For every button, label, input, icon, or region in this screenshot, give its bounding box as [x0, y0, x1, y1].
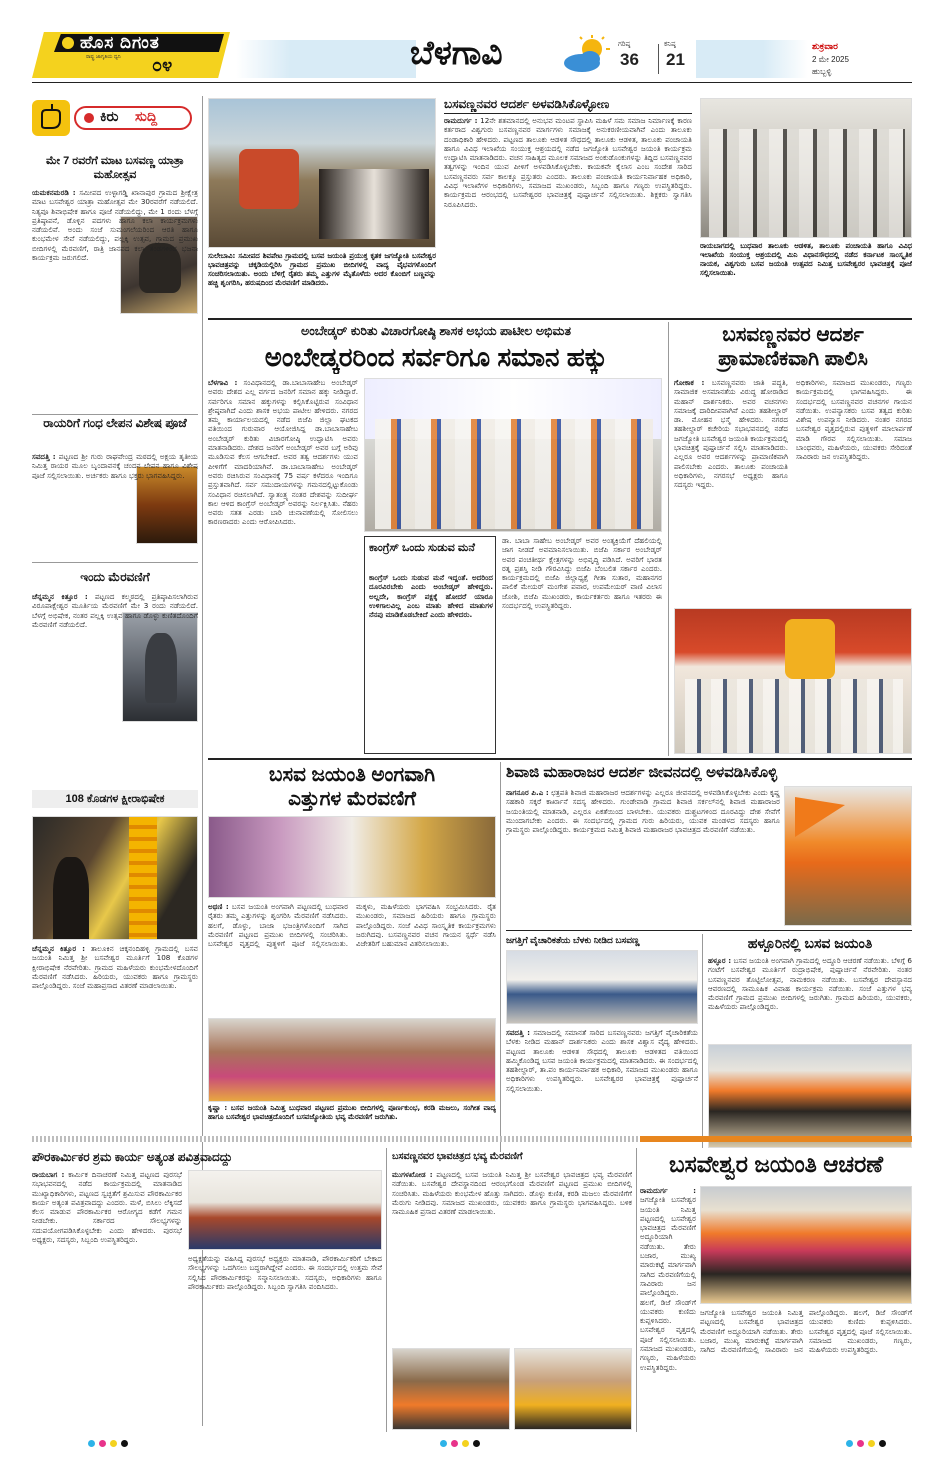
divider	[444, 113, 692, 114]
story1-text: ಸಮೀಪದ ಉಳ್ಳಾಗಡ್ಡಿ ಖಾನಾಪುರ ಗ್ರಾಮದ ಶ್ರೀಕ್ಷೇತ್ರ ಮಾಟ ಬಸವೇಶ್ವರ ಯಾತ್ರಾ ಮಹೋತ್ಸವ ಮೇ 30ರವರೆಗೆ ನಡೆಯಲಿದೆ. ನಿತ್ಯವೂ ಶಿವಾಭಿಷೇಕ ಹಾಗೂ ಪೂಜೆ ನಡೆಯಲಿದ್ದು, ಮೇ 1 ರಂದು ಬೆಳಗ್ಗೆ ಪ್ರತಿಷ್ಠಾಪನೆ, ಡೊಳ್ಳಿನ ಪದಗಳು ಹಾಗೂ ಕಲಾ ಕಾರ್ಯಕ್ರಮಗಳು ನಡೆಯಲಿವೆ. ಅಂದು ಸಂಜೆ ಸುಮಂಗಲೆಯರಿಂದ ಆರತಿ ಹಾಗೂ ಕುಂಭಮೇಳ ಸೇವೆ ನಡೆಯಲಿದ್ದು, ಪಲ್ಲಕ್ಕಿ ಉತ್ಸವ, ಗ್ರಾಮದ ಪ್ರಮುಖ ಬೀದಿಗಳಲ್ಲಿ ಮೆರವಣಿಗೆ, ರಾತ್ರಿ ಜಾನಪದ ಕಲಾ ತಂಡಗಳಿಂದ ಭಜನಾ ಕಾರ್ಯಕ್ರಮ ಜರುಗಲಿದೆ.	[32, 188, 198, 263]
a7-place: ಹಳ್ಳೂರ :	[708, 956, 732, 965]
a5-body	[506, 788, 780, 926]
a1-title: ಬಸವಣ್ಣನವರ ಆದರ್ಶ ಅಳವಡಿಸಿಕೊಳ್ಳೋಣ	[444, 97, 610, 111]
story2-place: ಸವದತ್ತಿ :	[32, 452, 56, 461]
kirusuddi-story2-title: ರಾಯರಿಗೆ ಗಂಧ ಲೇಪನ ವಿಶೇಷ ಪೂಜೆ	[43, 416, 187, 430]
dot-cyan	[88, 1440, 95, 1447]
a10-body	[640, 1186, 696, 1432]
section-rule	[208, 318, 912, 320]
dot-yellow	[868, 1440, 875, 1447]
a2-body-left	[208, 378, 358, 754]
hand-icon	[32, 100, 70, 136]
dot-cyan	[846, 1440, 853, 1447]
portrait-garland	[785, 619, 835, 679]
kirusuddi-label-a: ಕಿರು	[100, 108, 119, 124]
a9-place: ಮುಗಳಖೋಡ :	[392, 1170, 433, 1179]
registration-dots	[846, 1440, 886, 1447]
rayabag-photo	[700, 98, 912, 238]
a2-body-right: ಡಾ. ಬಾಬಾ ಸಾಹೇಬ ಅಂಬೇಡ್ಕರ್ ಅವರ ಅಂತ್ಯಕ್ರಿಯೆಗೆ ದೆಹಲಿಯಲ್ಲಿ ಜಾಗ ನೀಡದೆ ಅವಮಾನಿಸಲಾಯಿತು. ಬಿಜೆಪಿ ಸರ್ಕಾರ ಅಂಬೇಡ್ಕರ್ ಅವರ ಪಂಚತೀರ್ಥ ಕ್ಷೇತ್ರಗಳನ್ನು ಅಭಿವೃದ್ಧಿ ಪಡಿಸಿದೆ. ಅವರಿಗೆ ಭಾರತ ರತ್ನ ಪ್ರಶಸ್ತಿ ನೀಡಿ ಗೌರವಿಸಿದ್ದು ಬಿಜೆಪಿ ಬೆಂಬಲಿತ ಸರ್ಕಾರ ಎಂದರು. ಕಾರ್ಯಕ್ರಮದಲ್ಲಿ ಬಿಜೆಪಿ ಜಿಲ್ಲಾಧ್ಯಕ್ಷೆ ಗೀತಾ ಸುತಾರ, ಮಹಾನಗರ ಪಾಲಿಕೆ ಮೇಯರ್ ಮಂಗೇಶ ಪವಾರ, ಉಪಮೇಯರ್ ವಾಣಿ ವಿಲಾಸ ಜೋಶಿ, ಬಿಜೆಪಿ ಮುಖಂಡರು, ಕಾರ್ಯಕರ್ತರು ಹಾಗೂ ಇತರರು ಈ ಸಂದರ್ಭದಲ್ಲಿ ಉಪಸ್ಥಿತರಿದ್ದರು.	[502, 536, 662, 611]
kumbh-caption: ಕೃಷ್ಣಾ : ಬಸವ ಜಯಂತಿ ನಿಮಿತ್ತ ಬುಧವಾರ ಪಟ್ಟಣದ ಪ್ರಮುಖ ಬೀದಿಗಳಲ್ಲಿ ಪೂರ್ಣಕುಂಭ, ಕರಡಿ ಮಜಲು, ಸಂಗೀತ ವಾದ್ಯ ಹಾಗೂ ಬಸವೇಶ್ವರ ಭಾವಚಿತ್ರದೊಂದಿಗೆ ಬಸವಜ್ಯೋತಿಯ ಭವ್ಯ ಮೆರವಣಿಗೆ ಜರುಗಿತು.	[208, 1104, 496, 1121]
kirusuddi-story2-body	[32, 452, 198, 556]
bottom-section-accent	[640, 1136, 912, 1142]
column-divider	[386, 1148, 387, 1432]
a4-title-line1: ಬಸವ ಜಯಂತಿ ಅಂಗವಾಗಿ	[268, 764, 436, 786]
page-number: ೦೪	[152, 55, 173, 75]
masthead-day: ಶುಕ್ರವಾರ	[812, 41, 838, 51]
abhisheka-photo	[32, 816, 198, 940]
min-temp-label: ಕನಿಷ್ಠ	[664, 41, 676, 48]
dot-magenta	[857, 1440, 864, 1447]
a6-place: ಸವದತ್ತಿ :	[506, 1028, 530, 1037]
column-divider	[702, 934, 703, 1148]
workers-felicitation-photo	[188, 1170, 382, 1250]
dignitaries-group	[375, 419, 653, 529]
badge-dot	[84, 113, 94, 123]
mugalkhod-photo-2	[514, 1348, 632, 1430]
marigold-garland	[129, 817, 157, 940]
masthead-blue-band	[236, 40, 416, 78]
story3-place: ಚೆನ್ನಮ್ಮನ ಕಿತ್ತೂರ :	[32, 592, 88, 601]
a6-text: ಸಮಾಜದಲ್ಲಿ ಸಮಾನತೆ ಸಾರಿದ ಬಸವಣ್ಣನವರು ಜಗತ್ತಿಗೆ ವೈಚಾರಿಕತೆಯ ಬೆಳಕು ನೀಡಿದ ಮಹಾನ್ ದಾರ್ಶನಿಕರು ಎಂದು ಶಾಸಕ ವಿಶ್ವಾಸ ವೈದ್ಯ ಹೇಳಿದರು. ಪಟ್ಟಣದ ತಾಲೂಕು ಆಡಳಿತ ಸೌಧದಲ್ಲಿ ತಾಲೂಕು ಆಡಳಿತದ ವತಿಯಿಂದ ಹಮ್ಮಿಕೊಂಡಿದ್ದ ಬಸವ ಜಯಂತಿ ಕಾರ್ಯಕ್ರಮದಲ್ಲಿ ಮಾತನಾಡಿದರು. ಈ ಸಂದರ್ಭದಲ್ಲಿ ತಹಶೀಲ್ದಾರ್, ತಾ.ಪಂ ಕಾರ್ಯನಿರ್ವಾಹಕ ಅಧಿಕಾರಿ, ಸಮಾಜದ ಮುಖಂಡರು ಹಾಗೂ ಅಧಿಕಾರಿಗಳು ಉಪಸ್ಥಿತರಿದ್ದರು. ಬಸವೇಶ್ವರರ ಭಾವಚಿತ್ರಕ್ಕೆ ಪುಷ್ಪಾರ್ಚನೆ ಸಲ್ಲಿಸಲಾಯಿತು.	[506, 1028, 698, 1093]
a10-place: ರಾಮದುರ್ಗ :	[640, 1186, 696, 1195]
a6-body	[506, 1028, 698, 1148]
a8-place: ರಾಯಬಾಗ :	[32, 1170, 65, 1179]
shivaji-portrait-photo	[784, 786, 912, 926]
rayabag-caption: ರಾಯಬಾಗದಲ್ಲಿ ಬುಧವಾರ ತಾಲೂಕು ಆಡಳಿತ, ತಾಲೂಕು ಪಂಚಾಯತಿ ಹಾಗೂ ವಿವಿಧ ಇಲಾಖೆಯ ಸಂಯುಕ್ತ ಆಶ್ರಯದಲ್ಲಿ ಮಿನಿ ವಿಧಾನಸೌಧದಲ್ಲಿ ನಡೆದ ಕರ್ನಾಟಕ ಸಾಂಸ್ಕೃತಿಕ ನಾಯಕ, ವಿಶ್ವಗುರು ಬಸವ ಜಯಂತಿ ಉತ್ಸವದ ನಿಮಿತ್ತ ಬಸವೇಶ್ವರರ ಭಾವಚಿತ್ರಕ್ಕೆ ಪೂಜೆ ಸಲ್ಲಿಸಲಾಯಿತು.	[700, 242, 912, 277]
dot-magenta	[99, 1440, 106, 1447]
kirusuddi-story4-title: 108 ಕೊಡಗಳ ಕ್ಷೀರಾಭಿಷೇಕ	[65, 793, 165, 805]
a3-text-left: ಬಸವಣ್ಣನವರು ಜಾತಿ ಪದ್ಧತಿ, ಸಾಮಾಜಿಕ ಅಸಮಾನತೆಯ ವಿರುದ್ಧ ಹೋರಾಡಿದ ಮಹಾನ್ ದಾರ್ಶನಿಕರು. ಅವರ ವಚನಗಳು ಸಮಾಜಕ್ಕೆ ದಾರಿದೀಪವಾಗಿವೆ ಎಂದು ತಹಶೀಲ್ದಾರ್ ಡಾ. ಮೋಹನ ಭಸ್ಮೆ ಹೇಳಿದರು. ನಗರದ ತಹಶೀಲ್ದಾರ್ ಕಚೇರಿಯ ಸಭಾಭವನದಲ್ಲಿ ನಡೆದ ಜಗಜ್ಯೋತಿ ಬಸವೇಶ್ವರ ಜಯಂತಿ ಕಾರ್ಯಕ್ರಮದಲ್ಲಿ ಭಾವಚಿತ್ರಕ್ಕೆ ಪುಷ್ಪಾರ್ಚನೆ ಸಲ್ಲಿಸಿ ಮಾತನಾಡಿದರು. ಎಲ್ಲರೂ ಅವರ ಆದರ್ಶಗಳನ್ನು ಪ್ರಾಮಾಣಿಕವಾಗಿ ಪಾಲಿಸಬೇಕು ಎಂದರು. ತಾಲೂಕು ಪಂಚಾಯತಿ ಅಧಿಕಾರಿಗಳು, ನಗರಸಭೆ ಅಧ್ಯಕ್ಷರು ಹಾಗೂ ಸದಸ್ಯರು ಇದ್ದರು.	[674, 378, 788, 490]
a1-body	[444, 116, 692, 316]
kumbh-procession-photo	[208, 1018, 496, 1102]
flag-figure	[795, 797, 845, 837]
masthead-rule	[32, 82, 912, 83]
a10-text: ಜಗಜ್ಯೋತಿ ಬಸವೇಶ್ವರ ಜಯಂತಿ ನಿಮಿತ್ತ ಪಟ್ಟಣದಲ್ಲಿ ಬಸವೇಶ್ವರ ಭಾವಚಿತ್ರದ ಮೆರವಣಿಗೆ ಅದ್ಧೂರಿಯಾಗಿ ನಡೆಯಿತು. ತೇರು ಬಜಾರ, ಮುಖ್ಯ ಮಾರುಕಟ್ಟೆ ಮಾರ್ಗವಾಗಿ ಸಾಗಿದ ಮೆರವಣಿಗೆಯಲ್ಲಿ ಸಾವಿರಾರು ಜನ ಪಾಲ್ಗೊಂಡಿದ್ದರು. ಹಲಗೆ, ಡಿಜೆ ಸೌಂಡ್‌ಗೆ ಯುವಕರು ಕುಣಿದು ಕುಪ್ಪಳಿಸಿದರು. ಬಸವೇಶ್ವರ ವೃತ್ತದಲ್ಲಿ ಪೂಜೆ ಸಲ್ಲಿಸಲಾಯಿತು. ಸಮಾಜದ ಮುಖಂಡರು, ಗಣ್ಯರು, ಮಹಿಳೆಯರು ಉಪಸ್ಥಿತರಿದ್ದರು.	[640, 1195, 696, 1372]
gokak-event-photo	[674, 608, 912, 754]
a9-title: ಬಸವಣ್ಣನವರ ಭಾವಚಿತ್ರದ ಭವ್ಯ ಮೆರವಣಿಗೆ	[392, 1151, 523, 1162]
a2-title: ಅಂಬೇಡ್ಕರರಿಂದ ಸರ್ವರಿಗೂ ಸಮಾನ ಹಕ್ಕು	[264, 342, 608, 372]
story1-place: ಯಮಕನಮರಡಿ :	[32, 188, 76, 197]
kirusuddi-story4-body	[32, 944, 198, 1094]
procession-photo	[208, 98, 436, 248]
max-temp-label: ಗರಿಷ್ಠ	[618, 41, 631, 48]
a5-text: ಛತ್ರಪತಿ ಶಿವಾಜಿ ಮಹಾರಾಜರ ಆದರ್ಶಗಳನ್ನು ಎಲ್ಲರೂ ಜೀವನದಲ್ಲಿ ಅಳವಡಿಸಿಕೊಳ್ಳಬೇಕು ಎಂದು ಕೃಷ್ಣ ಸಹಕಾರಿ ಸಕ್ಕರೆ ಕಾರ್ಖಾನೆ ಸದಸ್ಯ ಹೇಳಿದರು. ಗುಂಡೇವಾಡಿ ಗ್ರಾಮದ ಶಿವಾಜಿ ಸರ್ಕಲ್‌ನಲ್ಲಿ ಶಿವಾಜಿ ಮಹಾರಾಜರ ಜಯಂತಿಯಲ್ಲಿ ಮಾತನಾಡಿ, ಎಲ್ಲರೂ ಏಕತೆಯಿಂದ ಬಾಳಬೇಕು. ಯುವಕರು ದುಶ್ಚಟಗಳಿಂದ ದೂರವಿದ್ದು ದೇಶ ಸೇವೆಗೆ ಮುಂದಾಗಬೇಕು ಎಂದರು. ಈ ಸಂದರ್ಭದಲ್ಲಿ ಗ್ರಾಮದ ಗುರು ಹಿರಿಯರು, ಯುವಕ ಮಂಡಳದ ಸದಸ್ಯರು ಹಾಗೂ ಗ್ರಾಮಸ್ಥರು ಪಾಲ್ಗೊಂಡಿದ್ದರು. ಕಾರ್ಯಕ್ರಮದ ನಿಮಿತ್ತ ಶಿವಾಜಿ ಮಹಾರಾಜರ ಭಾವಚಿತ್ರದ ಮೆರವಣಿಗೆ ನಡೆಯಿತು.	[506, 788, 780, 835]
a3-place: ಗೋಕಾಕ :	[674, 378, 705, 387]
a6-title: ಜಗತ್ತಿಗೆ ವೈಚಾರಿಕತೆಯ ಬೆಳಕು ನೀಡಿದ ಬಸವಣ್ಣ	[506, 935, 640, 945]
congress-box-title: ಕಾಂಗ್ರೆಸ್ ಒಂದು ಸುಡುವ ಮನೆ	[369, 542, 475, 554]
dot-magenta	[451, 1440, 458, 1447]
section-rule	[208, 758, 912, 760]
congress-box	[364, 536, 496, 754]
a8-body-left	[32, 1170, 182, 1430]
story4-text: ತಾಲೂಕಿನ ಚಿಕ್ಕನಂದಿಹಳ್ಳಿ ಗ್ರಾಮದಲ್ಲಿ ಬಸವ ಜಯಂತಿ ನಿಮಿತ್ತ ಶ್ರೀ ಬಸವೇಶ್ವರ ಮೂರ್ತಿಗೆ 108 ಕೊಡಗಳ ಕ್ಷೀರಾಭಿಷೇಕ ನೆರವೇರಿತು. ಗ್ರಾಮದ ಮಹಿಳೆಯರು ಕುಂಭಮೇಳದೊಂದಿಗೆ ಮೆರವಣಿಗೆ ನಡೆಸಿದರು. ಹಿರಿಯರು, ಯುವಕರು ಹಾಗೂ ಗ್ರಾಮಸ್ಥರು ಪಾಲ್ಗೊಂಡಿದ್ದರು. ಸಂಜೆ ಮಹಾಪ್ರಸಾದ ವಿತರಣೆ ಮಾಡಲಾಯಿತು.	[32, 944, 198, 991]
column-divider	[668, 322, 669, 756]
kirusuddi-story1-title: ಮೇ 7 ರವರೆಗೆ ಮಾಟ ಬಸವಣ್ಣ ಯಾತ್ರಾ ಮಹೋತ್ಸವ	[45, 155, 185, 181]
ambedkar-event-photo	[364, 378, 662, 532]
a3-body-left	[674, 378, 788, 604]
dot-black	[473, 1440, 480, 1447]
a8-text-left: ಕಾರ್ಮಿಕ ದಿನಾಚರಣೆ ನಿಮಿತ್ತ ಪಟ್ಟಣದ ಪುರಸಭೆ ಸಭಾಭವನದಲ್ಲಿ ನಡೆದ ಕಾರ್ಯಕ್ರಮದಲ್ಲಿ ಮಾತನಾಡಿದ ಮುಖ್ಯಾಧಿಕಾರಿಗಳು, ಪಟ್ಟಣದ ಸ್ವಚ್ಛತೆಗೆ ಶ್ರಮಿಸುವ ಪೌರಕಾರ್ಮಿಕರ ಕಾರ್ಯ ಅತ್ಯಂತ ಪವಿತ್ರವಾದದ್ದು ಎಂದರು. ಮಳೆ, ಬಿಸಿಲು ಲೆಕ್ಕಿಸದೆ ಕೆಲಸ ಮಾಡುವ ಪೌರಕಾರ್ಮಿಕರ ಆರೋಗ್ಯದ ಕಡೆಗೆ ಗಮನ ನೀಡಬೇಕು. ಸರ್ಕಾರದ ಸೌಲಭ್ಯಗಳನ್ನು ಸದುಪಯೋಗಪಡಿಸಿಕೊಳ್ಳಬೇಕು ಎಂದು ಹೇಳಿದರು. ಪುರಸಭೆ ಅಧ್ಯಕ್ಷರು, ಸದಸ್ಯರು, ಸಿಬ್ಬಂದಿ ಉಪಸ್ಥಿತರಿದ್ದರು.	[32, 1170, 182, 1245]
bullock-procession-photo	[208, 816, 496, 898]
column-divider	[636, 1148, 637, 1432]
max-temp: 36	[620, 50, 639, 69]
a4-title-line2: ಎತ್ತುಗಳ ಮೆರವಣಿಗೆ	[288, 788, 416, 810]
a1-place: ರಾಮದುರ್ಗ :	[444, 116, 478, 125]
dot-yellow	[462, 1440, 469, 1447]
a4-place: ಅಥಣಿ :	[208, 902, 229, 911]
attendees-group	[685, 679, 903, 754]
kirusuddi-story3-body	[32, 592, 198, 772]
a4-body	[208, 902, 496, 1014]
a8-body-right: ಅಧ್ಯಕ್ಷತೆಯನ್ನು ವಹಿಸಿದ್ದ ಪುರಸಭೆ ಅಧ್ಯಕ್ಷರು ಮಾತನಾಡಿ, ಪೌರಕಾರ್ಮಿಕರಿಗೆ ಬೇಕಾದ ಸೌಲಭ್ಯಗಳನ್ನು ಒದಗಿಸಲು ಬದ್ಧರಾಗಿದ್ದೇವೆ ಎಂದರು. ಈ ಸಂದರ್ಭದಲ್ಲಿ ಉತ್ತಮ ಸೇವೆ ಸಲ್ಲಿಸಿದ ಪೌರಕಾರ್ಮಿಕರನ್ನು ಸನ್ಮಾನಿಸಲಾಯಿತು. ಸದಸ್ಯರು, ಅಧಿಕಾರಿಗಳು ಹಾಗೂ ಪೌರಕಾರ್ಮಿಕರು ಪಾಲ್ಗೊಂಡಿದ್ದರು. ಸಿಬ್ಬಂದಿ ಸ್ವಾಗತಿಸಿ ವಂದಿಸಿದರು.	[188, 1254, 382, 1291]
a5-title: ಶಿವಾಜಿ ಮಹಾರಾಜರ ಆದರ್ಶ ಜೀವನದಲ್ಲಿ ಅಳವಡಿಸಿಕೊಳ್ಳಿ	[506, 764, 778, 781]
ramdurg-crowd-photo	[700, 1186, 912, 1304]
a1-text: 12ನೇ ಶತಮಾನದಲ್ಲಿ ಅನುಭವ ಮಂಟಪ ಸ್ಥಾಪಿಸಿ ಮಹಿಳೆ ಸಮ ಸಮಾಜ ನಿರ್ಮಾಣಕ್ಕೆ ಕಾರಣ ಕರ್ತರಾದ ವಿಶ್ವಗುರು ಬಸವಣ್ಣನವರ ಮಾರ್ಗಗಳು ಸಮಾಜಕ್ಕೆ ಅನುಕರಣೀಯವಾಗಿವೆ ಎಂದು ತಾಲೂಕು ದಂಡಾಧಿಕಾರಿ ಹೇಳಿದರು. ಪಟ್ಟಣದ ತಾಲೂಕು ಆಡಳಿತ ಸೌಧದಲ್ಲಿ ತಾಲೂಕು ಆಡಳಿತ, ತಾಲೂಕು ಪಂಚಾಯತಿ ಹಾಗೂ ವಿವಿಧ ಇಲಾಖೆಯ ಸಂಯುಕ್ತ ಆಶ್ರಯದಲ್ಲಿ ನಡೆದ ಜಗಜ್ಯೋತಿ ಬಸವೇಶ್ವರ ಜಯಂತಿ ಕಾರ್ಯಕ್ರಮ ಉದ್ಘಾಟಿಸಿ ಮಾತನಾಡಿದರು. ವಚನ ಸಾಹಿತ್ಯದ ಮೂಲಕ ಸಮಾಜದ ಅಂಕುಡೊಂಕುಗಳನ್ನು ತಿದ್ದಿದ ಬಸವಣ್ಣನವರ ತತ್ವಗಳನ್ನು ಇಂದಿನ ಯುವ ಪೀಳಿಗೆ ಅಳವಡಿಸಿಕೊಳ್ಳಬೇಕು. ಕಾಯಕವೇ ಕೈಲಾಸ ಎಂಬ ಸಂದೇಶ ಸಾರಿದ ಬಸವಣ್ಣನವರು ಸರ್ವ ಕಾಲಕ್ಕೂ ಪ್ರಸ್ತುತರು ಎಂದರು. ತಾಲೂಕು ಪಂಚಾಯತಿ ಕಾರ್ಯನಿರ್ವಾಹಕ ಅಧಿಕಾರಿ, ವಿವಿಧ ಇಲಾಖೆಗಳ ಅಧಿಕಾರಿಗಳು, ಸಮಾಜದ ಮುಖಂಡರು, ಸಿಬ್ಬಂದಿ ಹಾಗೂ ಗಣ್ಯರು ಉಪಸ್ಥಿತರಿದ್ದರು. ಕಾರ್ಯಕ್ರಮದ ಆರಂಭದಲ್ಲಿ ಬಸವೇಶ್ವರರ ಭಾವಚಿತ್ರಕ್ಕೆ ಪುಷ್ಪಾರ್ಚನೆ ಸಲ್ಲಿಸಲಾಯಿತು. ಶಿಕ್ಷಕರು ಸ್ವಾಗತಿಸಿ ನಿರೂಪಿಸಿದರು.	[444, 116, 692, 209]
a7-text: ಬಸವ ಜಯಂತಿ ಅಂಗವಾಗಿ ಗ್ರಾಮದಲ್ಲಿ ಅದ್ಧೂರಿ ಆಚರಣೆ ನಡೆಯಿತು. ಬೆಳಿಗ್ಗೆ 6 ಗಂಟೆಗೆ ಬಸವೇಶ್ವರ ಮೂರ್ತಿಗೆ ರುದ್ರಾಭಿಷೇಕ, ಪುಷ್ಪಾರ್ಚನೆ ನೆರವೇರಿತು. ನಂತರ ಬಸವಣ್ಣನವರ ತೊಟ್ಟಿಲೋತ್ಸವ, ನಾಮಕರಣ ನಡೆಯಿತು. ಬಸವೇಶ್ವರ ದೇವಸ್ಥಾನದ ಆವರಣದಲ್ಲಿ ಸಾಮೂಹಿಕ ವಿವಾಹ ಕಾರ್ಯಕ್ರಮ ನಡೆಯಿತು. ಸಂಜೆ ಎತ್ತುಗಳ ಭವ್ಯ ಮೆರವಣಿಗೆ ಗ್ರಾಮದ ಪ್ರಮುಖ ಬೀದಿಗಳಲ್ಲಿ ಜರುಗಿತು. ಗ್ರಾಮದ ಹಿರಿಯರು, ಯುವಕರು, ಮಹಿಳೆಯರು ಪಾಲ್ಗೊಂಡಿದ್ದರು.	[708, 956, 912, 1012]
partly-cloudy-icon	[560, 35, 614, 75]
registration-dots	[440, 1440, 480, 1447]
dot-black	[879, 1440, 886, 1447]
dot-cyan	[440, 1440, 447, 1447]
procession-caption: ಸುಲೇಬಾವಿ: ಸಮೀಪದ ಶಿವಪೇಟ ಗ್ರಾಮದಲ್ಲಿ ಬಸವ ಜಯಂತಿ ಪ್ರಯುಕ್ತ ಕೃತಕ ಜಗಜ್ಯೋತಿ ಬಸವೇಶ್ವರ ಭಾವಚಿತ್ರವನ್ನು ಚಕ್ಕಡಿಯಲ್ಲಿರಿಸಿ ಗ್ರಾಮದ ಪ್ರಮುಖ ಬೀದಿಗಳಲ್ಲಿ ವಾದ್ಯ ವೈಭವಗಳೊಂದಿಗೆ ಸಂಚರಿಸಲಾಯಿತು. ಅಂದು ಬೆಳಿಗ್ಗೆ ರೈತರು ತಮ್ಮ ಎತ್ತುಗಳ ಮೈತೊಳೆದು ಅದರ ಕೊಂಬಿಗೆ ಬಣ್ಣವನ್ನು ಹಚ್ಚಿ ಶೃಂಗರಿಸಿ, ಹರುಷದಿಂದ ಮೆರವಣಿಗೆ ಮಾಡಿದರು.	[208, 252, 436, 287]
brand-name: ಹೊಸ ದಿಗಂತ	[80, 33, 160, 52]
congress-box-body: ಕಾಂಗ್ರೆಸ್ ಒಂದು ಸುಡುವ ಮನೆ ಇದ್ದಂತೆ. ಅದರಿಂದ ದೂರವಿರಬೇಕು ಎಂದು ಅಂಬೇಡ್ಕರ್ ಹೇಳಿದ್ದರು. ಅಲ್ಲದೇ, ಕಾಂಗ್ರೆಸ್ ಪಕ್ಷಕ್ಕೆ ಹೋದರೆ ಯಾರೂ ಉಳಿಗಾಲವಿಲ್ಲ ಎಂಬ ಮಾತು ಹೇಳಿದ ಮಾತುಗಳ ನೆನಪು ಮಾಡಿಕೊಡಬೇಕಿದೆ ಎಂದು ಹೇಳಿದರು.	[369, 573, 493, 620]
story4-place: ಚೆನ್ನಮ್ಮನ ಕಿತ್ತೂರ :	[32, 944, 86, 953]
kirusuddi-label-b: ಸುದ್ದಿ	[135, 108, 158, 124]
dot-black	[121, 1440, 128, 1447]
mugalkhod-photo-1	[392, 1348, 510, 1430]
a8-title: ಪೌರಕಾರ್ಮಿಕರ ಶ್ರಮ ಕಾರ್ಯ ಅತ್ಯಂತ ಪವಿತ್ರವಾದದ್ದು	[32, 1150, 233, 1164]
savadatti-event-photo	[506, 950, 698, 1024]
brand-tagline: ರಾಷ್ಟ್ರ ಜಾಗೃತಿಯ ಧ್ವನಿ	[86, 54, 121, 60]
a2-text-left: ಸಂವಿಧಾನದಲ್ಲಿ ಡಾ.ಬಾಬಾಸಾಹೇಬ ಅಂಬೇಡ್ಕರ್ ಅವರು ದೇಶದ ಎಲ್ಲ ವರ್ಗದ ಜನರಿಗೆ ಸಮಾನ ಹಕ್ಕು ನೀಡಿದ್ದಾರೆ. ಸರ್ವರಿಗೂ ಸಮಾನ ಹಕ್ಕುಗಳನ್ನು ಕಲ್ಪಿಸಿಕೊಟ್ಟಿರುವ ಸಂವಿಧಾನ ಶ್ರೇಷ್ಠವಾಗಿದೆ ಎಂದು ಶಾಸಕ ಅಭಯ ಪಾಟೀಲ ಹೇಳಿದರು. ನಗರದ ತಮ್ಮ ಕಾರ್ಯಾಲಯದಲ್ಲಿ ನಡೆದ ಬಿಜೆಪಿ ಜಿಲ್ಲಾ ಘಟಕದ ವತಿಯಿಂದ ಗುರುವಾರ ಆಯೋಜಿಸಿದ್ದ ಡಾ.ಬಾಬಾಸಾಹೇಬ ಅಂಬೇಡ್ಕರ್ ಕುರಿತು ವಿಚಾರಗೋಷ್ಠಿ ಉದ್ಘಾಟಿಸಿ ಅವರು ಮಾತನಾಡಿದರು. ದೇಶದ ಜನರಿಗೆ ಅಂಬೇಡ್ಕರ್ ಅವರ ಬಗ್ಗೆ ಅರಿವು ಮೂಡಿಸುವ ಕೆಲಸ ಆಗಬೇಕಿದೆ. ಅವರ ತತ್ವ ಆದರ್ಶಗಳು ಯುವ ಪೀಳಿಗೆಗೆ ಮಾದರಿಯಾಗಿವೆ. ಡಾ.ಬಾಬಾಸಾಹೇಬ ಅಂಬೇಡ್ಕರ್ ಅವರು ರಚಿಸಿರುವ ಸಂವಿಧಾನಕ್ಕೆ 75 ವರ್ಷ ಕಳೆದರೂ ಇಂದಿಗೂ ಪ್ರಸ್ತುತವಾಗಿದೆ. ಸರ್ವ ಸಮುದಾಯಗಳನ್ನು ಗಮನದಲ್ಲಿಟ್ಟುಕೊಂಡು ಸಂವಿಧಾನ ರಚಿಸಲಾಗಿದೆ. ಸ್ವಾತಂತ್ರ್ಯ ನಂತರ ದೇಶವನ್ನು ಸುದೀರ್ಘ ಕಾಲ ಆಳಿದ ಕಾಂಗ್ರೆಸ್ ಅಂಬೇಡ್ಕರ್ ಅವರನ್ನು ನಿರ್ಲಕ್ಷಿಸಿತು. ನೆಹರು ಅವರು ಸತತ ಎರಡು ಬಾರಿ ಚುನಾವಣೆಯಲ್ಲಿ ಸೋಲಿಸಲು ಕಾರಣರಾದರು ಎಂದು ಆರೋಪಿಸಿದರು.	[208, 378, 358, 527]
a9-body	[392, 1170, 632, 1344]
a3-title-line1: ಬಸವಣ್ಣನವರ ಆದರ್ಶ	[722, 324, 864, 346]
registration-dots	[88, 1440, 128, 1447]
a3-body-right: ಅಧಿಕಾರಿಗಳು, ಸಮಾಜದ ಮುಖಂಡರು, ಗಣ್ಯರು ಕಾರ್ಯಕ್ರಮದಲ್ಲಿ ಭಾಗವಹಿಸಿದ್ದರು. ಈ ಸಂದರ್ಭದಲ್ಲಿ ಬಸವಣ್ಣನವರ ವಚನಗಳ ಗಾಯನ ನಡೆಯಿತು. ಉಪನ್ಯಾಸಕರು ಬಸವ ತತ್ವದ ಕುರಿತು ವಿಶೇಷ ಉಪನ್ಯಾಸ ನೀಡಿದರು. ನಂತರ ನಗರದ ಬಸವೇಶ್ವರ ವೃತ್ತದಲ್ಲಿರುವ ಪುತ್ಥಳಿಗೆ ಮಾಲಾರ್ಪಣೆ ಮಾಡಿ ಗೌರವ ಸಲ್ಲಿಸಲಾಯಿತು. ಸಮಾಜ ಬಾಂಧವರು, ಮಹಿಳೆಯರು, ಯುವಕರು ಸೇರಿದಂತೆ ಸಾವಿರಾರು ಜನ ಉಪಸ್ಥಿತರಿದ್ದರು.	[796, 378, 912, 462]
a10-title: ಬಸವೇಶ್ವರ ಜಯಂತಿ ಆಚರಣೆ	[668, 1151, 884, 1177]
divider	[32, 562, 198, 563]
a4-text: ಬಸವ ಜಯಂತಿ ಅಂಗವಾಗಿ ಪಟ್ಟಣದಲ್ಲಿ ಬುಧವಾರ ರೈತರು ತಮ್ಮ ಎತ್ತುಗಳನ್ನು ಶೃಂಗರಿಸಿ ಮೆರವಣಿಗೆ ನಡೆಸಿದರು. ಹಲಗೆ, ಡೊಳ್ಳು, ಬಾಜಾ ಭಜಂತ್ರಿಗಳೊಂದಿಗೆ ಸಾಗಿದ ಮೆರವಣಿಗೆ ಪಟ್ಟಣದ ಪ್ರಮುಖ ಬೀದಿಗಳಲ್ಲಿ ಸಂಚರಿಸಿತು. ಬಸವೇಶ್ವರ ವೃತ್ತದಲ್ಲಿ ಪುತ್ಥಳಿಗೆ ಪೂಜೆ ಸಲ್ಲಿಸಲಾಯಿತು. ಮಕ್ಕಳು, ಮಹಿಳೆಯರು ಭಾಗವಹಿಸಿ ಸಂಭ್ರಮಿಸಿದರು. ರೈತ ಮುಖಂಡರು, ಸಮಾಜದ ಹಿರಿಯರು ಹಾಗೂ ಗ್ರಾಮಸ್ಥರು ಪಾಲ್ಗೊಂಡಿದ್ದರು. ಸಂಜೆ ವಿವಿಧ ಸಾಂಸ್ಕೃತಿಕ ಕಾರ್ಯಕ್ರಮಗಳು ಜರುಗಿದವು. ಬಸವಣ್ಣನವರ ವಚನ ಗಾಯನ ಸ್ಪರ್ಧೆ ನಡೆಸಿ ವಿಜೇತರಿಗೆ ಬಹುಮಾನ ವಿತರಿಸಲಾಯಿತು.	[208, 902, 496, 949]
a5-place: ನಾಗನೂರ ಪಿ.ಎ :	[506, 788, 549, 797]
a3-title-line2: ಪ್ರಾಮಾಣಿಕವಾಗಿ ಪಾಲಿಸಿ	[718, 348, 868, 370]
kirusuddi-story3-title: ಇಂದು ಮೆರವಣಿಗೆ	[80, 570, 150, 584]
column-divider	[500, 762, 501, 1152]
edition-title: ಬೆಳಗಾವಿ	[410, 34, 503, 71]
officials-group	[709, 129, 905, 238]
a9-text: ಪಟ್ಟಣದಲ್ಲಿ ಬಸವ ಜಯಂತಿ ನಿಮಿತ್ತ ಶ್ರೀ ಬಸವೇಶ್ವರ ಭಾವಚಿತ್ರದ ಭವ್ಯ ಮೆರವಣಿಗೆ ನಡೆಯಿತು. ಬಸವೇಶ್ವರ ದೇವಸ್ಥಾನದಿಂದ ಆರಂಭಗೊಂಡ ಮೆರವಣಿಗೆ ಪಟ್ಟಣದ ಪ್ರಮುಖ ಬೀದಿಗಳಲ್ಲಿ ಸಂಚರಿಸಿತು. ಮಹಿಳೆಯರು ಕುಂಭಮೇಳ ಹೊತ್ತು ಸಾಗಿದರು. ಡೊಳ್ಳು ಕುಣಿತ, ಕರಡಿ ಮಜಲು ಮೆರವಣಿಗೆಗೆ ಮೆರುಗು ನೀಡಿದವು. ಸಮಾಜದ ಮುಖಂಡರು, ಯುವಕರು ಹಾಗೂ ಗ್ರಾಮಸ್ಥರು ಭಾಗವಹಿಸಿದ್ದರು. ಬಳಿಕ ಸಾಮೂಹಿಕ ಪ್ರಸಾದ ವಿತರಣೆ ಮಾಡಲಾಯಿತು.	[392, 1170, 632, 1217]
devotee-figure	[53, 857, 89, 940]
divider	[506, 930, 912, 931]
a2-place: ಬೆಳಗಾವಿ :	[208, 378, 238, 387]
halluru-crowd-photo	[708, 1044, 912, 1148]
cart-figure	[239, 149, 299, 209]
crowd-figure	[319, 169, 429, 239]
a10-body-cont: ಜಗಜ್ಯೋತಿ ಬಸವೇಶ್ವರ ಜಯಂತಿ ನಿಮಿತ್ತ ಪಟ್ಟಣದಲ್ಲಿ ಬಸವೇಶ್ವರ ಭಾವಚಿತ್ರದ ಮೆರವಣಿಗೆ ಅದ್ಧೂರಿಯಾಗಿ ನಡೆಯಿತು. ತೇರು ಬಜಾರ, ಮುಖ್ಯ ಮಾರುಕಟ್ಟೆ ಮಾರ್ಗವಾಗಿ ಸಾಗಿದ ಮೆರವಣಿಗೆಯಲ್ಲಿ ಸಾವಿರಾರು ಜನ ಪಾಲ್ಗೊಂಡಿದ್ದರು. ಹಲಗೆ, ಡಿಜೆ ಸೌಂಡ್‌ಗೆ ಯುವಕರು ಕುಣಿದು ಕುಪ್ಪಳಿಸಿದರು. ಬಸವೇಶ್ವರ ವೃತ್ತದಲ್ಲಿ ಪೂಜೆ ಸಲ್ಲಿಸಲಾಯಿತು. ಸಮಾಜದ ಮುಖಂಡರು, ಗಣ್ಯರು, ಮಹಿಳೆಯರು ಉಪಸ್ಥಿತರಿದ್ದರು.	[700, 1308, 912, 1355]
temp-divider	[658, 44, 659, 74]
masthead-date: 2 ಮೇ 2025	[812, 55, 849, 64]
story2-text: ಪಟ್ಟಣದ ಶ್ರೀ ಗುರು ರಾಘವೇಂದ್ರ ಮಠದಲ್ಲಿ ಅಕ್ಷಯ ತೃತೀಯ ನಿಮಿತ್ತ ರಾಯರ ಮೂಲ ಬೃಂದಾವನಕ್ಕೆ ಚಂದನ ಲೇಪನ ಹಾಗೂ ವಿಶೇಷ ಪೂಜೆ ಸಲ್ಲಿಸಲಾಯಿತು. ಅರ್ಚಕರು ಹಾಗೂ ಭಕ್ತರು ಭಾಗವಹಿಸಿದ್ದರು.	[32, 452, 198, 480]
brand-logo-icon	[60, 35, 76, 51]
a2-kicker: ಅಂಬೇಡ್ಕರ್ ಕುರಿತು ವಿಚಾರಗೋಷ್ಠಿ ಶಾಸಕ ಅಭಯ ಪಾಟೀಲ ಅಭಿಮತ	[301, 324, 571, 338]
dot-yellow	[110, 1440, 117, 1447]
kirusuddi-header	[32, 96, 198, 136]
masthead	[0, 0, 945, 92]
story3-text: ಪಟ್ಟಣದ ಕಲ್ಮಠದಲ್ಲಿ ಪ್ರತಿಷ್ಠಾಪಿಸಲಾಗಿರುವ ವಿರೂಪಾಕ್ಷೇಶ್ವರ ಮೂರ್ತಿಯ ಮೆರವಣಿಗೆ ಮೇ 3 ರಂದು ನಡೆಯಲಿದೆ. ಬೆಳಗ್ಗೆ ಅಭಿಷೇಕ, ನಂತರ ಪಲ್ಲಕ್ಕಿ ಉತ್ಸವ ಹಾಗೂ ಡೊಳ್ಳು ಕುಣಿತದೊಂದಿಗೆ ಮೆರವಣಿಗೆ ನಡೆಯಲಿದೆ.	[32, 592, 198, 629]
masthead-blue-band-right	[696, 40, 808, 78]
divider	[32, 414, 198, 415]
masthead-place: ಹುಬ್ಬಳ್ಳಿ	[812, 67, 832, 76]
a7-body	[708, 956, 912, 1040]
min-temp: 21	[666, 50, 685, 69]
a7-title: ಹಳ್ಳೂರಿನಲ್ಲಿ ಬಸವ ಜಯಂತಿ	[747, 935, 873, 951]
kirusuddi-story1-body	[32, 188, 198, 412]
